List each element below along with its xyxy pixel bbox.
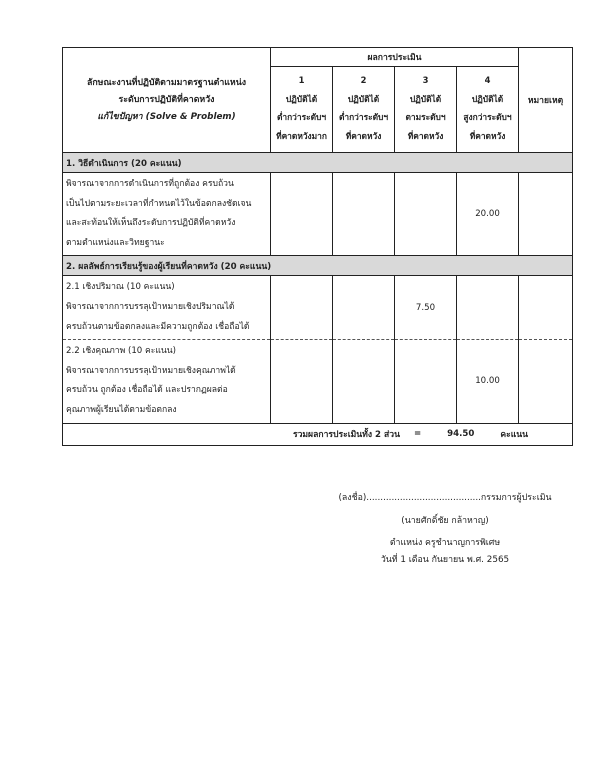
score-cell: 20.00	[457, 173, 519, 256]
description-line: ตามตำแหน่งและวิทยฐานะ	[66, 237, 165, 248]
level-text: ที่คาดหวัง	[469, 130, 506, 141]
table-row	[63, 340, 573, 423]
score-cell	[333, 276, 395, 340]
score-cell	[457, 276, 519, 340]
score-cell	[395, 340, 457, 423]
criteria-title-line1: ลักษณะงานที่ปฏิบัติตามมาตรฐานตำแหน่ง	[86, 77, 247, 88]
criteria-description	[63, 173, 271, 256]
subcriteria-title: 2.1 เชิงปริมาณ (10 คะแนน)	[66, 282, 175, 293]
description-line: ครบถ้วนตามข้อตกลงและมีความถูกต้อง เชื่อถือได้	[66, 321, 250, 332]
criteria-description	[63, 276, 271, 340]
remark-cell	[519, 276, 573, 340]
level-text: ปฏิบัติได้	[409, 93, 442, 104]
total-label: รวมผลการประเมินทั้ง 2 ส่วน	[292, 430, 400, 441]
score-cell	[395, 173, 457, 256]
table-row	[63, 173, 573, 256]
total-cell	[63, 423, 573, 445]
level-text: ปฏิบัติได้	[471, 93, 504, 104]
section-row	[63, 256, 573, 276]
description-line: และสะท้อนให้เห็นถึงระดับการปฏิบัติที่คาดหวัง	[66, 218, 236, 229]
level-number: 1	[298, 75, 305, 85]
score-cell	[271, 173, 333, 256]
remark-cell	[519, 340, 573, 423]
description-line: พิจารณาจากการบรรลุเป้าหมายเชิงคุณภาพได้	[66, 365, 236, 376]
evaluation-table	[62, 47, 573, 446]
signer-name: (นายศักดิ์ชัย กล้าหาญ)	[401, 516, 489, 526]
level-text: ที่คาดหวังมาก	[276, 130, 327, 141]
header-row-eval	[63, 48, 573, 67]
level-header-1	[271, 67, 333, 153]
total-unit: คะแนน	[500, 430, 528, 441]
level-header-4	[457, 67, 519, 153]
section-1-title: 1. วิธีดำเนินการ (20 คะแนน)	[63, 153, 573, 173]
level-number: 4	[484, 75, 491, 85]
remark-header: หมายเหตุ	[519, 48, 573, 153]
total-value: 94.50	[447, 429, 475, 440]
level-text: ที่คาดหวัง	[407, 130, 444, 141]
score-cell	[333, 340, 395, 423]
level-text: ที่คาดหวัง	[345, 130, 382, 141]
signer-position: ตำแหน่ง ครูชำนาญการพิเศษ	[389, 538, 501, 548]
score-cell: 7.50	[395, 276, 457, 340]
level-header-3	[395, 67, 457, 153]
total-equals: =	[413, 429, 422, 440]
total-row	[63, 423, 573, 445]
level-text: ตามระดับฯ	[405, 112, 446, 122]
criteria-description	[63, 340, 271, 423]
level-header-2	[333, 67, 395, 153]
subcriteria-title: 2.2 เชิงคุณภาพ (10 คะแนน)	[66, 346, 176, 357]
score-cell	[271, 276, 333, 340]
description-line: ครบถ้วน ถูกต้อง เชื่อถือได้ และปรากฏผลต่อ	[66, 385, 228, 396]
signature-date: วันที่ 1 เดือน กันยายน พ.ศ. 2565	[380, 555, 510, 565]
score-cell: 10.00	[457, 340, 519, 423]
remark-cell	[519, 173, 573, 256]
score-cell	[271, 340, 333, 423]
score-cell	[333, 173, 395, 256]
eval-header: ผลการประเมิน	[271, 48, 519, 67]
level-text: ต่ำกว่าระดับฯ	[276, 112, 327, 122]
description-line: พิจารณาจากการบรรลุเป้าหมายเชิงปริมาณได้	[66, 301, 235, 312]
section-2-title: 2. ผลลัพธ์การเรียนรู้ของผู้เรียนที่คาดหวัง (20 คะแนน)	[63, 256, 573, 276]
level-text: ปฏิบัติได้	[285, 93, 318, 104]
section-row	[63, 153, 573, 173]
level-text: สูงกว่าระดับฯ	[463, 112, 512, 122]
criteria-header	[63, 48, 271, 153]
description-line: พิจารณาจากการดำเนินการที่ถูกต้อง ครบถ้วน	[66, 179, 234, 189]
table-row	[63, 276, 573, 340]
description-line: เป็นไปตามระยะเวลาที่กำหนดไว้ในข้อตกลงชัดเจน	[66, 198, 252, 209]
criteria-title-line2: ระดับการปฏิบัติที่คาดหวัง	[118, 94, 215, 105]
level-number: 3	[422, 75, 429, 85]
signature-line: (ลงชื่อ).........................................กรรมการผู้ประเมิน	[338, 493, 552, 503]
level-number: 2	[360, 75, 367, 85]
level-text: ต่ำกว่าระดับฯ	[338, 112, 389, 122]
criteria-title-line3: แก้ไขปัญหา (Solve & Problem)	[97, 111, 236, 122]
level-text: ปฏิบัติได้	[347, 93, 380, 104]
description-line: คุณภาพผู้เรียนได้ตามข้อตกลง	[66, 404, 177, 415]
